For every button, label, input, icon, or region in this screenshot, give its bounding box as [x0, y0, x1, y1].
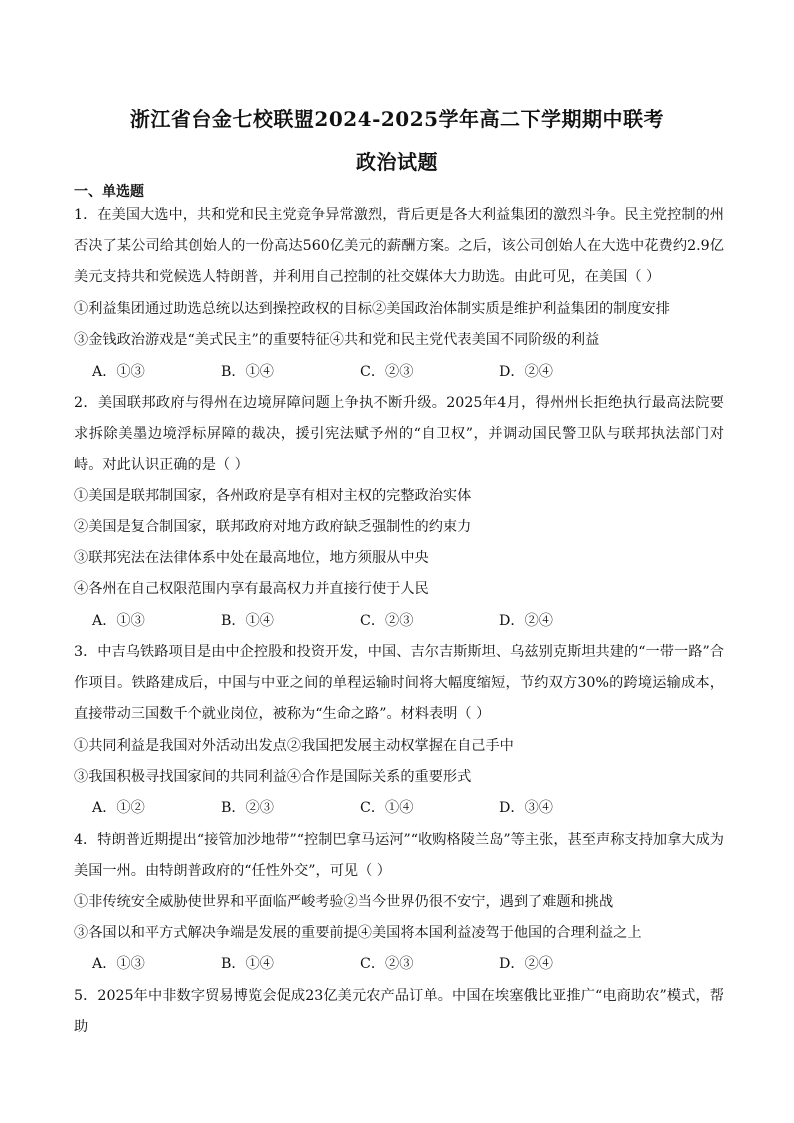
- choice-b[interactable]: B．①④: [221, 956, 274, 972]
- question-3-statement-line: ①共同利益是我国对外活动出发点②我国把发展主动权掌握在自己手中: [74, 738, 514, 754]
- question-4-choices: [92, 949, 628, 980]
- choice-b[interactable]: B．①④: [221, 613, 274, 629]
- question-2-stem: 2．美国联邦政府与得州在边境屏障问题上争执不断升级。2025年4月，得州州长拒绝执行最高法院要求拆除美墨边境浮标屏障的裁决，援引宪法赋予州的“自卫权”，并调动国民警卫队与联邦执法部门对峙。对此认识正确的是（ ）: [74, 395, 724, 473]
- question-1-stem: 1．在美国大选中，共和党和民主党竞争异常激烈，背后更是各大利益集团的激烈斗争。民主党控制的州否决了某公司给其创始人的一份高达560亿美元的薪酬方案。之后，该公司创始人在大选中花费约2.9亿美元支持共和党候选人特朗普，并利用自己控制的社交媒体大力助选。由此可见，在美国（ ）: [74, 207, 724, 285]
- choice-b[interactable]: B．①④: [221, 364, 274, 380]
- question-2-choices: [92, 606, 628, 637]
- question-3-choices: [92, 793, 628, 824]
- choice-a[interactable]: A．①③: [92, 956, 145, 972]
- question-2-statement-line: ②美国是复合制国家，联邦政府对地方政府缺乏强制性的约束力: [74, 519, 472, 535]
- choice-d[interactable]: D．②④: [499, 364, 553, 380]
- choice-d[interactable]: D．②④: [499, 613, 553, 629]
- question-1-choices: [92, 357, 628, 388]
- question-2-statement-line: ①美国是联邦制国家，各州政府是享有相对主权的完整政治实体: [74, 488, 472, 504]
- question-1-statement-line: ①利益集团通过助选总统以达到操控政权的目标②美国政治体制实质是维护利益集团的制度安排: [74, 301, 670, 317]
- document-title: 浙江省台金七校联盟2024-2025学年高二下学期期中联考: [129, 107, 665, 131]
- choice-c[interactable]: C．②③: [360, 956, 414, 972]
- question-2-statement-line: ④各州在自己权限范围内享有最高权力并直接行使于人民: [74, 581, 429, 597]
- choice-c[interactable]: C．②③: [360, 364, 414, 380]
- document-subtitle: 政治试题: [356, 150, 438, 174]
- question-4-statement-line: ③各国以和平方式解决争端是发展的重要前提④美国将本国利益凌驾于他国的合理利益之上: [74, 925, 642, 941]
- choice-b[interactable]: B．②③: [221, 800, 274, 816]
- choice-a[interactable]: A．①②: [92, 800, 145, 816]
- question-1-statement-line: ③金钱政治游戏是“美式民主”的重要特征④共和党和民主党代表美国不同阶级的利益: [74, 332, 600, 348]
- choice-a[interactable]: A．①③: [92, 613, 145, 629]
- question-3-statement-line: ③我国积极寻找国家间的共同利益④合作是国际关系的重要形式: [74, 769, 472, 785]
- question-2-statement-line: ③联邦宪法在法律体系中处在最高地位，地方须服从中央: [74, 550, 429, 566]
- choice-c[interactable]: C．①④: [360, 800, 414, 816]
- question-3-stem: 3．中吉乌铁路项目是由中企控股和投资开发，中国、吉尔吉斯斯坦、乌兹别克斯坦共建的“一带一路”合作项目。铁路建成后，中国与中亚之间的单程运输时间将大幅度缩短，节约双方30%的跨境运输成本，直接带动三国数千个就业岗位，被称为“生命之路”。材料表明（ ）: [74, 644, 724, 722]
- choice-c[interactable]: C．②③: [360, 613, 414, 629]
- choice-d[interactable]: D．③④: [499, 800, 553, 816]
- choice-a[interactable]: A．①③: [92, 364, 145, 380]
- question-4-stem: 4．特朗普近期提出“接管加沙地带”“控制巴拿马运河”“收购格陵兰岛”等主张，甚至声称支持加拿大成为美国一州。由特朗普政府的“任性外交”，可见（ ）: [74, 832, 724, 879]
- section-heading: 一、单选题: [74, 184, 144, 200]
- question-4-statement-line: ①非传统安全威胁使世界和平面临严峻考验②当今世界仍很不安宁，遇到了难题和挑战: [74, 894, 614, 910]
- question-5-stem: 5．2025年中非数字贸易博览会促成23亿美元农产品订单。中国在埃塞俄比亚推广“电商助农”模式，帮助: [74, 988, 724, 1035]
- choice-d[interactable]: D．②④: [499, 956, 553, 972]
